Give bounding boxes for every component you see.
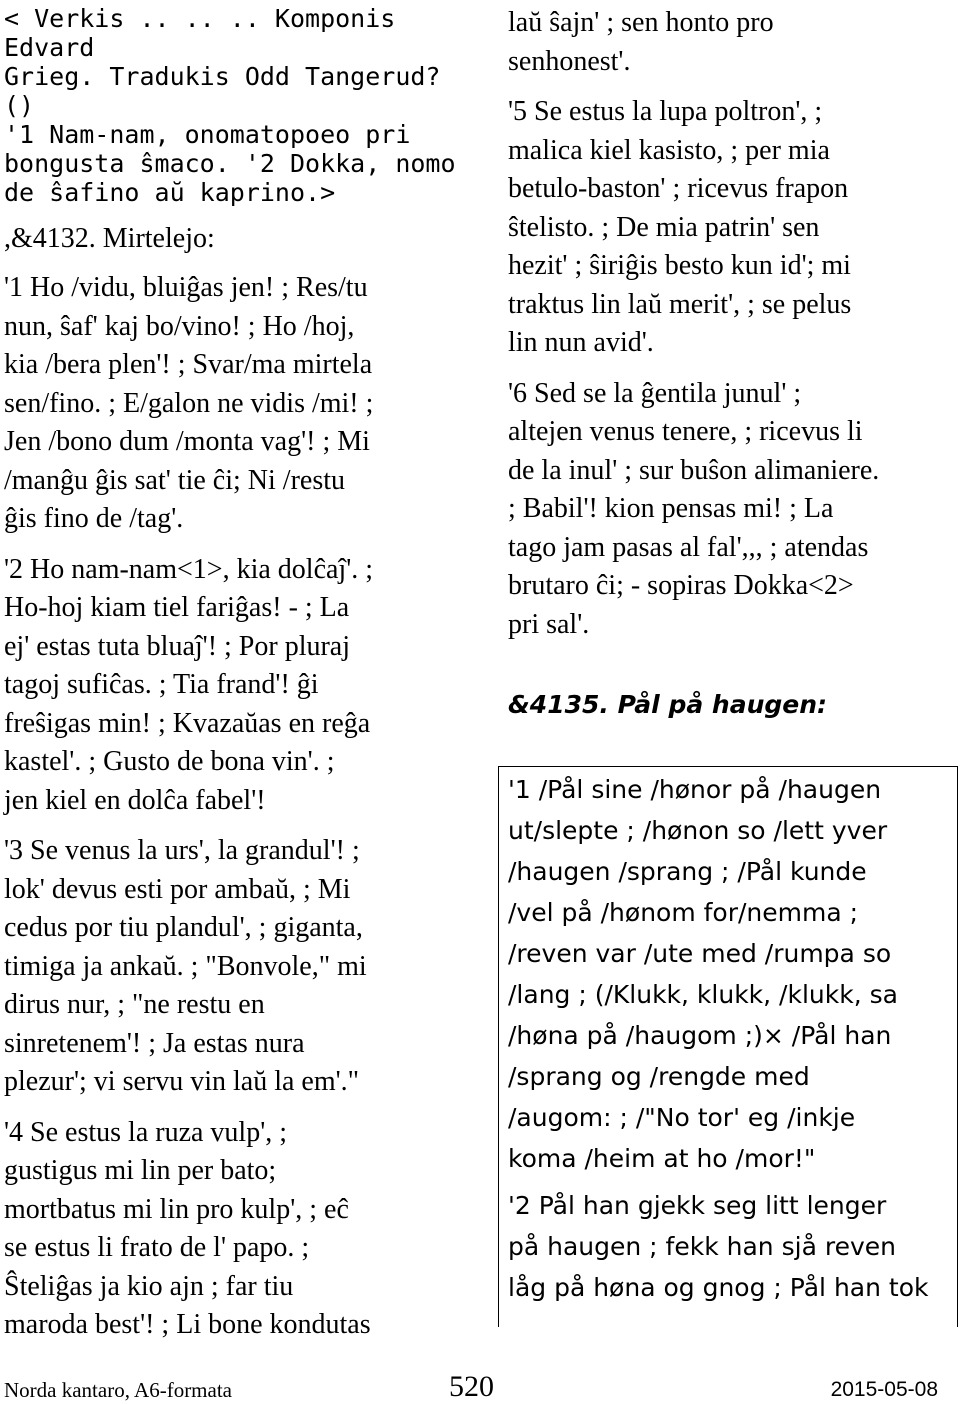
song-heading-mirtelejo: ,&4132. Mirtelejo:: [4, 223, 215, 254]
stanza-1: '1 Ho /vidu, bluiĝas jen! ; Res/tu nun, ŝaf' kaj bo/vino! ; Ho /hoj, kia /bera plen'! ; Svar/ma mirtela sen/fino. ; E/galon ne vidis /mi! ; Jen /bono dum /monta vag'! ; Mi /manĝu ĝis sat' tie ĉi; Ni /restu ĝis fino de /tag'.: [4, 272, 374, 534]
page-number: 520: [449, 1370, 494, 1403]
page-footer: [4, 1372, 956, 1402]
original-lyrics-box: [498, 766, 958, 1327]
song-heading-pal-pa-haugen: &4135. Pål på haugen:: [508, 690, 828, 719]
stanza-4-continuation: laŭ ŝajn' ; sen honto pro senhonest'.: [508, 7, 774, 77]
stanza-6: '6 Sed se la ĝentila junul' ; altejen venus tenere, ; ricevus li de la inul' ; sur buŝon alimaniere. ; Babil'! kion pensas mi! ; La tago jam pasas al fal',,, ; atendas brutaro ĉi; - sopiras Dokka<2> pri sal'.: [508, 377, 880, 640]
stanza-5: '5 Se estus la lupa poltron', ; malica kiel kasisto, ; per mia betulo-baston' ; ricevus frapon ŝtelisto. ; De mia patrin' sen hezit' ; ŝiriĝis besto kun id'; mi traktus lin laŭ merit', ; se pelus lin nun avid'.: [508, 96, 852, 358]
original-stanza-1: '1 /Pål sine /hønor på /haugen ut/slepte ; /hønon so /lett yver /haugen /sprang ; /Pål kunde /vel på /hønom for/nemma ; /reven var /ute med /rumpa so /lang ; (/Klukk, klukk, /klukk, sa /høna på /haugom ;)× /Pål han /sprang og /rengde med /augom: ; /"No tor' eg /inkje koma /heim at ho /mor!": [508, 775, 898, 1173]
stanza-2: '2 Ho nam-nam<1>, kia dolĉaĵ'. ; Ho-hoj kiam tiel fariĝas! - ; La ej' estas tuta bluaĵ'! ; Por pluraj tagoj sufiĉas. ; Tia frand'! ĝi freŝigas min! ; Kvazaŭas en reĝa kastel'. ; Gusto de bona vin'. ; jen kiel en dolĉa fabel'!: [4, 553, 374, 816]
intro-note: < Verkis .. .. .. Komponis Edvard Grieg. Tradukis Odd Tangerud? () '1 Nam-nam, onomatopoeo pri bongusta ŝmaco. '2 Dokka, nomo de ŝafino aŭ kaprino.>: [4, 4, 456, 207]
right-column: [508, 0, 958, 719]
footer-book-title: Norda kantaro, A6-formata: [4, 1378, 232, 1402]
stanza-4: '4 Se estus la ruza vulp', ; gustigus mi lin per bato; mortbatus mi lin pro kulp', ; eĉ se estus li frato de l' papo. ; Ŝteliĝas ja kio ajn ; far tiu maroda best'! ; Li bone kondutas: [4, 1116, 371, 1340]
original-stanza-2: '2 Pål han gjekk seg litt lenger på haugen ; fekk han sjå reven låg på høna og gnog ; Pål han tok: [508, 1191, 929, 1302]
footer-date: 2015-05-08: [830, 1378, 938, 1401]
left-column: [4, 0, 464, 1345]
stanza-3: '3 Se venus la urs', la grandul'! ; lok' devus esti por ambaŭ, ; Mi cedus por tiu plandul', ; giganta, timiga ja ankaŭ. ; "Bonvole," mi dirus nur, ; "ne restu en sinretenem'! ; Ja estas nura plezur'; vi servu vin laŭ la em'.": [4, 835, 367, 1097]
